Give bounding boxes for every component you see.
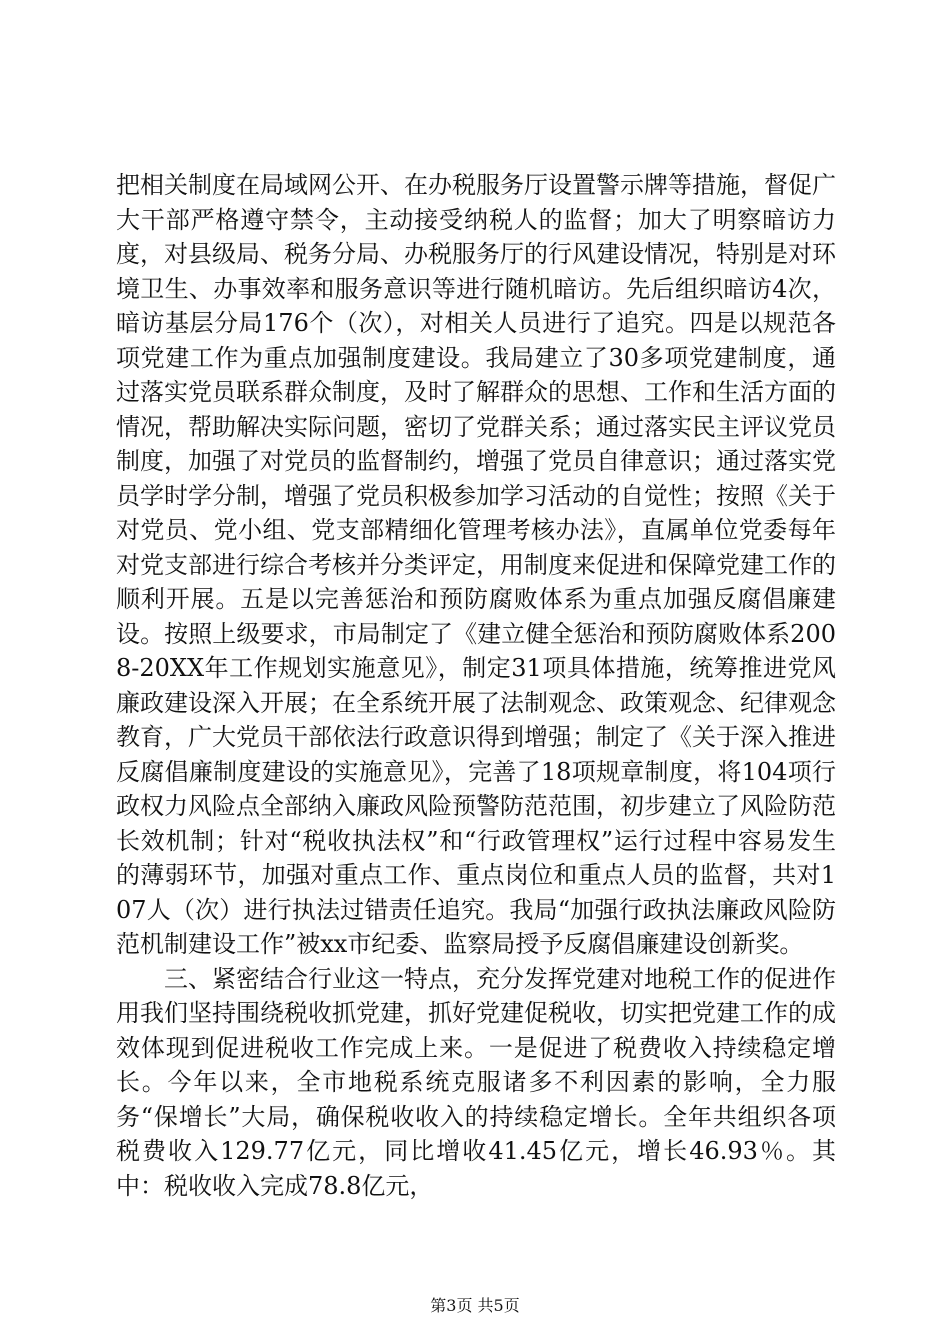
page-footer: 第3页 共5页 (430, 1296, 520, 1315)
document-body (116, 168, 836, 1203)
body-paragraph-2: 三、紧密结合行业这一特点，充分发挥党建对地税工作的促进作用我们坚持围绕税收抓党建，抓好党建促税收，切实把党建工作的成效体现到促进税收工作完成上来。一是促进了税费收入持续稳定增长。今年以来，全市地税系统克服诸多不利因素的影响，全力服务“保增长”大局，确保税收收入的持续稳定增长。全年共组织各项税费收入129.77亿元，同比增收41.45亿元，增长46.93％。其中：税收收入完成78.8亿元， (116, 964, 836, 1200)
body-paragraph-1: 把相关制度在局域网公开、在办税服务厅设置警示牌等措施，督促广大干部严格遵守禁令，主动接受纳税人的监督；加大了明察暗访力度，对县级局、税务分局、办税服务厅的行风建设情况，特别是对环境卫生、办事效率和服务意识等进行随机暗访。先后组织暗访4次，暗访基层分局176个（次），对相关人员进行了追究。四是以规范各项党建工作为重点加强制度建设。我局建立了30多项党建制度，通过落实党员联系群众制度，及时了解群众的思想、工作和生活方面的情况，帮助解决实际问题，密切了党群关系；通过落实民主评议党员制度，加强了对党员的监督制约，增强了党员自律意识；通过落实党员学时学分制，增强了党员积极参加学习活动的自觉性；按照《关于对党员、党小组、党支部精细化管理考核办法》，直属单位党委每年对党支部进行综合考核并分类评定，用制度来促进和保障党建工作的顺利开展。五是以完善惩治和预防腐败体系为重点加强反腐倡廉建设。按照上级要求，市局制定了《建立健全惩治和预防腐败体系2008-20XX年工作规划实施意见》，制定31项具体措施，统筹推进党风廉政建设深入开展；在全系统开展了法制观念、政策观念、纪律观念教育，广大党员干部依法行政意识得到增强；制定了《关于深入推进反腐倡廉制度建设的实施意见》，完善了18项规章制度，将104项行政权力风险点全部纳入廉政风险预警防范范围，初步建立了风险防范长效机制；针对“税收执法权”和“行政管理权”运行过程中容易发生的薄弱环节，加强对重点工作、重点岗位和重点人员的监督，共对107人（次）进行执法过错责任追究。我局“加强行政执法廉政风险防范机制建设工作”被xx市纪委、监察局授予反腐倡廉建设创新奖。 (116, 171, 836, 958)
